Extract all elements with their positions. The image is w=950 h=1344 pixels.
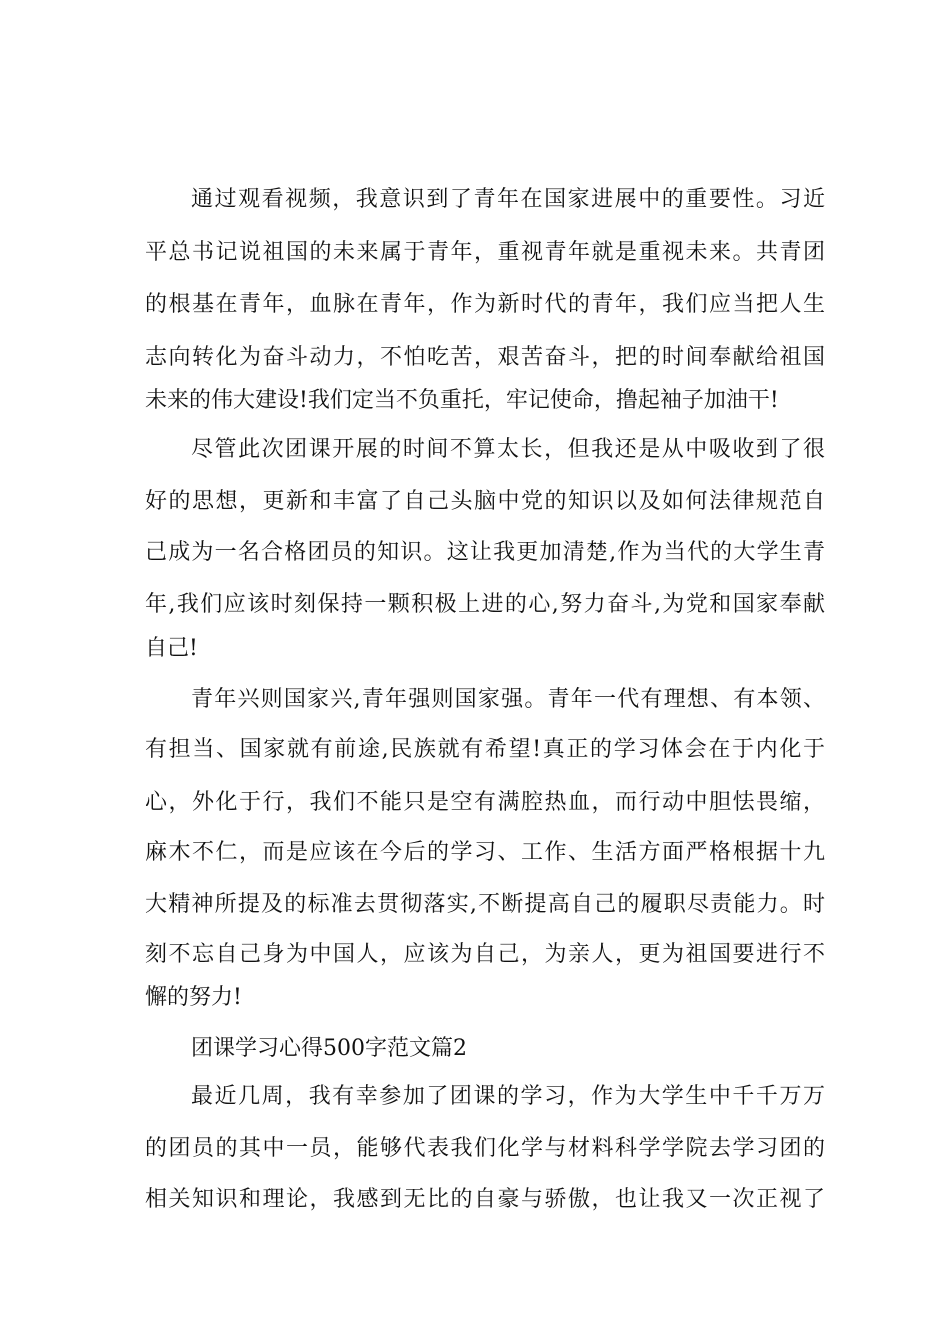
paragraph-3-line-2: 有担当、国家就有前途,民族就有希望!真正的学习体会在于内化于 bbox=[145, 737, 825, 762]
section-heading: 团课学习心得500字范文篇2 bbox=[191, 1036, 467, 1061]
paragraph-3-line-3: 心，外化于行，我们不能只是空有满腔热血，而行动中胆怯畏缩， bbox=[145, 790, 825, 815]
paragraph-2-line-3: 己成为一名合格团员的知识。这让我更加清楚,作为当代的大学生青 bbox=[145, 540, 825, 565]
paragraph-3-line-4: 麻木不仁，而是应该在今后的学习、工作、生活方面严格根据十九 bbox=[145, 840, 825, 865]
paragraph-3-line-1: 青年兴则国家兴,青年强则国家强。青年一代有理想、有本领、 bbox=[191, 687, 825, 712]
paragraph-3-line-7: 懈的努力! bbox=[145, 985, 242, 1010]
paragraph-3-line-5: 大精神所提及的标准去贯彻落实,不断提高自己的履职尽责能力。时 bbox=[145, 892, 825, 917]
paragraph-4-line-2: 的团员的其中一员，能够代表我们化学与材料科学学院去学习团的 bbox=[145, 1136, 825, 1161]
paragraph-2-line-1: 尽管此次团课开展的时间不算太长，但我还是从中吸收到了很 bbox=[191, 437, 825, 462]
paragraph-4-line-3: 相关知识和理论，我感到无比的自豪与骄傲，也让我又一次正视了 bbox=[145, 1187, 825, 1212]
paragraph-2-line-2: 好的思想，更新和丰富了自己头脑中党的知识以及如何法律规范自 bbox=[145, 489, 825, 514]
paragraph-4-line-1: 最近几周，我有幸参加了团课的学习，作为大学生中千千万万 bbox=[191, 1084, 825, 1109]
paragraph-1-line-4: 志向转化为奋斗动力，不怕吃苦，艰苦奋斗，把的时间奉献给祖国 bbox=[145, 345, 825, 370]
paragraph-1-line-5: 未来的伟大建设!我们定当不负重托，牢记使命，撸起袖子加油干! bbox=[145, 388, 779, 413]
paragraph-1-line-2: 平总书记说祖国的未来属于青年，重视青年就是重视未来。共青团 bbox=[145, 240, 825, 265]
paragraph-1-line-1: 通过观看视频，我意识到了青年在国家进展中的重要性。习近 bbox=[191, 187, 825, 212]
paragraph-3-line-6: 刻不忘自己身为中国人，应该为自己，为亲人，更为祖国要进行不 bbox=[145, 942, 825, 967]
paragraph-1-line-3: 的根基在青年，血脉在青年，作为新时代的青年，我们应当把人生 bbox=[145, 292, 825, 317]
paragraph-2-line-4: 年,我们应该时刻保持一颗积极上进的心,努力奋斗,为党和国家奉献 bbox=[145, 592, 825, 617]
paragraph-2-line-5: 自己! bbox=[145, 636, 198, 661]
